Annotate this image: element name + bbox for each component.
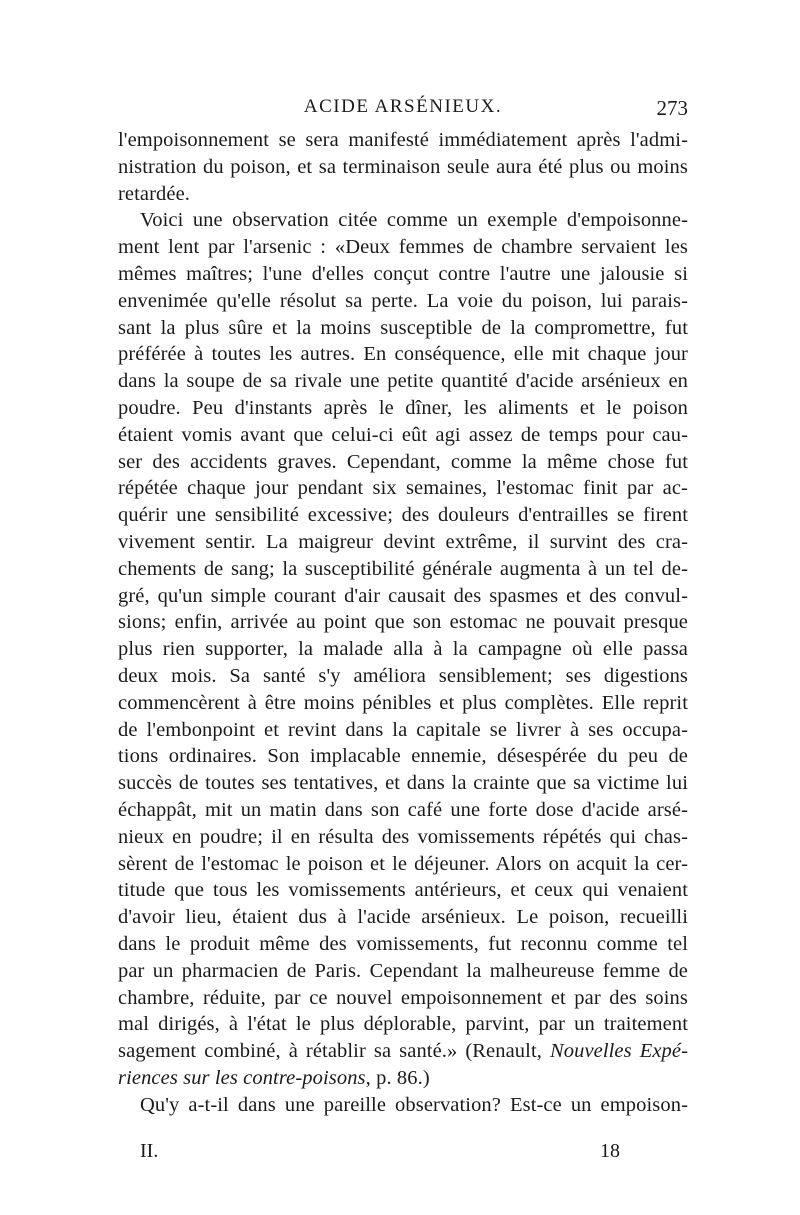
text-line: ser des accidents graves. Cependant, comme la même chose fut (118, 450, 688, 473)
text-line: sèrent de l'estomac le poison et le déjeuner. Alors on acquit la cer- (118, 852, 688, 875)
text-line: nieux en poudre; il en résulta des vomissements répétés qui chas- (118, 825, 688, 848)
text-line: titude que tous les vomissements antérieurs, et ceux qui venaient (118, 879, 688, 902)
page-footer (140, 1140, 620, 1166)
text-line: quérir une sensibilité excessive; des douleurs d'entrailles se firent (118, 504, 688, 527)
text-line: commencèrent à être moins pénibles et plus complètes. Elle reprit (118, 691, 688, 714)
citation-title-part2: riences sur les contre-poisons (118, 1066, 366, 1089)
text-line: d'avoir lieu, étaient dus à l'acide arsénieux. Le poison, recueilli (118, 906, 688, 929)
text-line: retardée. (118, 182, 191, 205)
text-line: mal dirigés, à l'état le plus déplorable, parvint, par un traitement (118, 1013, 688, 1036)
citation-title-part1: Nouvelles Expé- (549, 1040, 688, 1063)
running-head: ACIDE ARSÉNIEUX. (303, 96, 503, 117)
text-line: de l'embonpoint et revint dans la capitale se livrer à ses occupa- (118, 718, 688, 741)
signature-mark: II. (140, 1140, 159, 1162)
citation-lead: sagement combiné, à rétablir sa santé.» (Renault, (118, 1040, 550, 1063)
text-line: envenimée qu'elle résolut sa perte. La voie du poison, lui parais- (118, 289, 688, 312)
text-line: ment lent par l'arsenic : «Deux femmes de chambre servaient les (118, 236, 688, 259)
text-line: répétée chaque jour pendant six semaines, l'estomac finit par ac- (118, 477, 688, 500)
text-line: sant la plus sûre et la moins susceptible de la compromettre, fut (118, 316, 688, 339)
body-text (118, 127, 688, 1118)
text-line: étaient vomis avant que celui-ci eût agi assez de temps pour cau- (118, 423, 688, 446)
text-line: échappât, mit un matin dans son café une forte dose d'acide arsé- (118, 798, 688, 821)
sheet-number: 18 (600, 1140, 620, 1162)
text-line: vivement sentir. La maigreur devint extrême, il survint des cra- (118, 530, 688, 553)
text-line: préférée à toutes les autres. En conséquence, elle mit chaque jour (118, 343, 688, 366)
text-line: nistration du poison, et sa terminaison seule aura été plus ou moins (118, 155, 688, 178)
text-line: l'empoisonnement se sera manifesté immédiatement après l'admi- (118, 129, 688, 151)
text-line: par un pharmacien de Paris. Cependant la malheureuse femme de (118, 959, 688, 982)
text-line: poudre. Peu d'instants après le dîner, les aliments et le poison (118, 396, 688, 419)
text-line: plus rien supporter, la malade alla à la campagne où elle passa (118, 638, 688, 661)
text-line: gré, qu'un simple courant d'air causait des spasmes et des convul- (118, 584, 688, 607)
text-line: Voici une observation citée comme un exemple d'empoisonne- (140, 209, 688, 232)
text-line: dans la soupe de sa rivale une petite quantité d'acide arsénieux en (118, 370, 688, 393)
text-line: tions ordinaires. Son implacable ennemie, désespérée du peu de (118, 745, 688, 768)
text-line: sions; enfin, arrivée au point que son estomac ne pouvait presque (118, 611, 688, 634)
page-number: 273 (656, 96, 688, 120)
citation-tail: , p. 86.) (365, 1066, 430, 1089)
text-line: chements de sang; la susceptibilité générale augmenta à un tel de- (118, 557, 688, 580)
citation-line (118, 1065, 688, 1092)
text-line: succès de toutes ses tentatives, et dans la crainte que sa victime lui (118, 772, 688, 795)
text-line: dans le produit même des vomissements, fut reconnu comme tel (118, 932, 688, 955)
page-header (118, 96, 688, 124)
text-line: chambre, réduite, par ce nouvel empoisonnement et par des soins (118, 986, 688, 1009)
citation-line (118, 1038, 688, 1065)
text-line: mêmes maîtres; l'une d'elles conçut contre l'autre une jalousie si (118, 262, 688, 285)
text-line: Qu'y a-t-il dans une pareille observation? Est-ce un empoison- (140, 1093, 688, 1116)
text-line: deux mois. Sa santé s'y améliora sensiblement; ses digestions (118, 664, 688, 687)
